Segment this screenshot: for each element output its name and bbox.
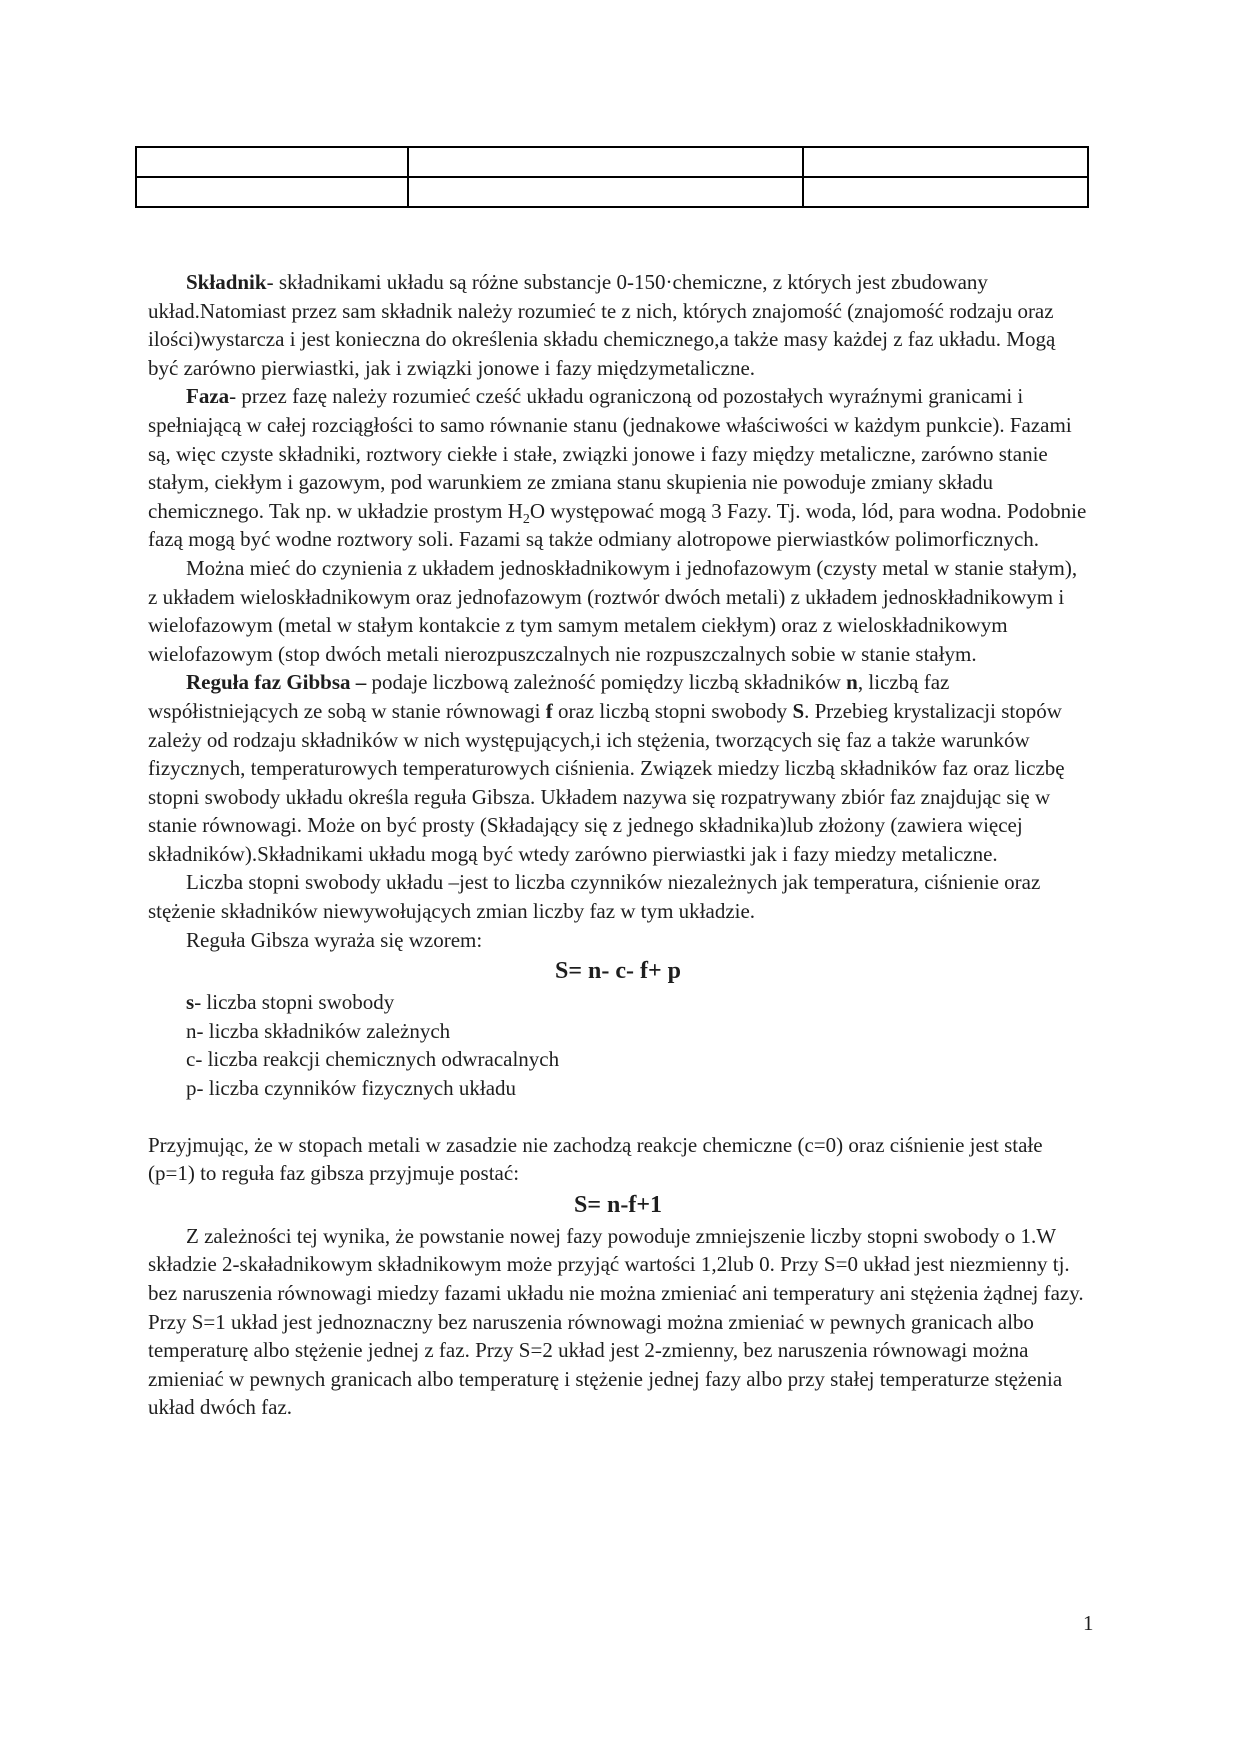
legend-text: - liczba reakcji chemicznych odwracalnych	[195, 1047, 560, 1072]
paragraph-text: . Przebieg krystalizacji stopów zależy od rodzaju składników w nich występujących,i ich stężenia, tworzących się faz a także warunków fizycznych, temperaturowych temperaturowych ciśnienia. Związek miedzy liczbą składników faz oraz liczbę stopni swobody układu określa reguła Gibsza. Układem nazywa się rozpatrywany zbiór faz znajdując się w stanie równowagi. Może on być prosty (Składający się z jednego składnika)lub złożony (zawiera więcej składników).Składnikami układu mogą być wtedy zarówno pierwiastki jak i fazy miedzy metaliczne.	[148, 698, 1065, 866]
paragraph-text: podaje liczbową zależność pomiędzy liczbą składników	[366, 670, 847, 695]
spacer	[148, 1103, 1088, 1131]
table-row	[136, 177, 1088, 207]
legend-item	[148, 988, 1088, 1017]
table-cell	[136, 147, 408, 177]
table-cell	[408, 177, 803, 207]
legend-symbol: n	[186, 1018, 197, 1043]
table-row	[136, 147, 1088, 177]
paragraph-stopnie-swobody: Liczba stopni swobody układu –jest to liczba czynników niezależnych jak temperatura, ciśnienie oraz stężenie składników niewywołujących zmian liczby faz w tym układzie.	[148, 870, 1041, 924]
subscript: 2	[522, 511, 530, 527]
paragraph-faza	[148, 382, 1088, 554]
formula-gibbs: S= n- c- f+ p	[554, 958, 682, 985]
term-faza: Faza	[186, 384, 230, 409]
symbol-s: S	[792, 698, 805, 723]
paragraph-wzor-intro: Reguła Gibsza wyraża się wzorem:	[186, 927, 483, 952]
table-cell	[803, 147, 1088, 177]
document-body	[148, 268, 1088, 1422]
paragraph-text: O występować mogą 3 Fazy. Tj. woda, lód, para wodna. Podobnie fazą mogą być wodne roztwory soli. Fazami są także odmiany alotropowe pierwiastków polimorficznych.	[148, 498, 1087, 552]
paragraph-text: , liczbą faz współistniejących ze sobą w stanie równowagi	[148, 670, 950, 723]
formula-simplified: S= n-f+1	[573, 1191, 663, 1218]
table-cell	[136, 177, 408, 207]
symbol-n: n	[846, 670, 858, 695]
legend-text: - liczba składników zależnych	[196, 1018, 451, 1043]
legend-symbol: c	[186, 1047, 196, 1072]
legend-symbol: p	[186, 1076, 197, 1101]
paragraph-regula-faz	[148, 668, 1088, 868]
symbol-f: f	[545, 698, 553, 723]
page-number: 1	[1083, 1611, 1094, 1635]
legend-item	[148, 1074, 1088, 1103]
term-skladnik: Składnik	[186, 270, 267, 294]
paragraph-przyjmujac: Przyjmując, że w stopach metali w zasadzie nie zachodzą reakcje chemiczne (c=0) oraz ciśnienie jest stałe (p=1) to reguła faz gibsza przyjmuje postać:	[148, 1132, 1043, 1186]
paragraph-uklady: Można mieć do czynienia z układem jednoskładnikowym i jednofazowym (czysty metal w stanie stałym), z układem wieloskładnikowym oraz jednofazowym (roztwór dwóch metali) z układem jednoskładnikowym i wielofazowym (metal w stałym kontakcie z tym samym metalem ciekłym) oraz z wieloskładnikowym wielofazowym (stop dwóch metali nierozpuszczalnych nie rozpuszczalnych sobie w stanie stałym.	[148, 555, 1078, 666]
table-cell	[803, 177, 1088, 207]
legend-item	[148, 1017, 1088, 1046]
paragraph-text: - przez fazę należy rozumieć cześć układu ograniczoną od pozostałych wyraźnymi granicami i spełniającą w całej rozciągłości to samo równanie stanu (jednakowe właściwości w każdym punkcie). Fazami są, więc czyste składniki, roztwory ciekłe i stałe, związki jonowe i fazy między metaliczne, zarówno stanie stałym, ciekłym i gazowym, pod warunkiem ze zmiana stanu skupienia nie powoduje zmiany składu chemicznego. Tak np. w układzie prostym H	[148, 384, 1072, 523]
legend-text: - liczba stopni swobody	[194, 990, 395, 1015]
legend-text: - liczba czynników fizycznych układu	[196, 1076, 517, 1101]
term-regula-faz: Reguła faz Gibbsa –	[186, 670, 367, 695]
paragraph-zaleznosc: Z zależności tej wynika, że powstanie nowej fazy powoduje zmniejszenie liczby stopni swobody o 1.W składzie 2-skaładnikowym składnikowym może przyjąć wartości 1,2lub 0. Przy S=0 układ jest niezmienny tj. bez naruszenia równowagi miedzy fazami układu nie można zmieniać ani temperatury ani stężenia żądnej fazy. Przy S=1 układ jest jednoznaczny bez naruszenia równowagi można zmieniać w pewnych granicach albo temperaturę albo stężenie jednej z faz. Przy S=2 układ jest 2-zmienny, bez naruszenia równowagi można zmieniać w pewnych granicach albo temperaturę i stężenie jednej fazy albo przy stałej temperaturze stężenia układ dwóch faz.	[148, 1223, 1084, 1420]
legend-symbol: s	[186, 990, 195, 1015]
paragraph-text: oraz liczbą stopni swobody	[552, 698, 793, 723]
paragraph-text: - składnikami układu są różne substancje 0-150·chemiczne, z których jest zbudowany układ.Natomiast przez sam składnik należy rozumieć te z nich, których znajomość (znajomość rodzaju oraz ilości)wystarcza i jest konieczna do określenia składu chemicznego,a także masy każdej z faz układu. Mogą być zarówno pierwiastki, jak i związki jonowe i fazy międzymetaliczne.	[148, 270, 1056, 380]
header-table	[135, 146, 1089, 208]
legend-item	[148, 1045, 1088, 1074]
table-cell	[408, 147, 803, 177]
paragraph-skladnik	[148, 268, 1088, 382]
